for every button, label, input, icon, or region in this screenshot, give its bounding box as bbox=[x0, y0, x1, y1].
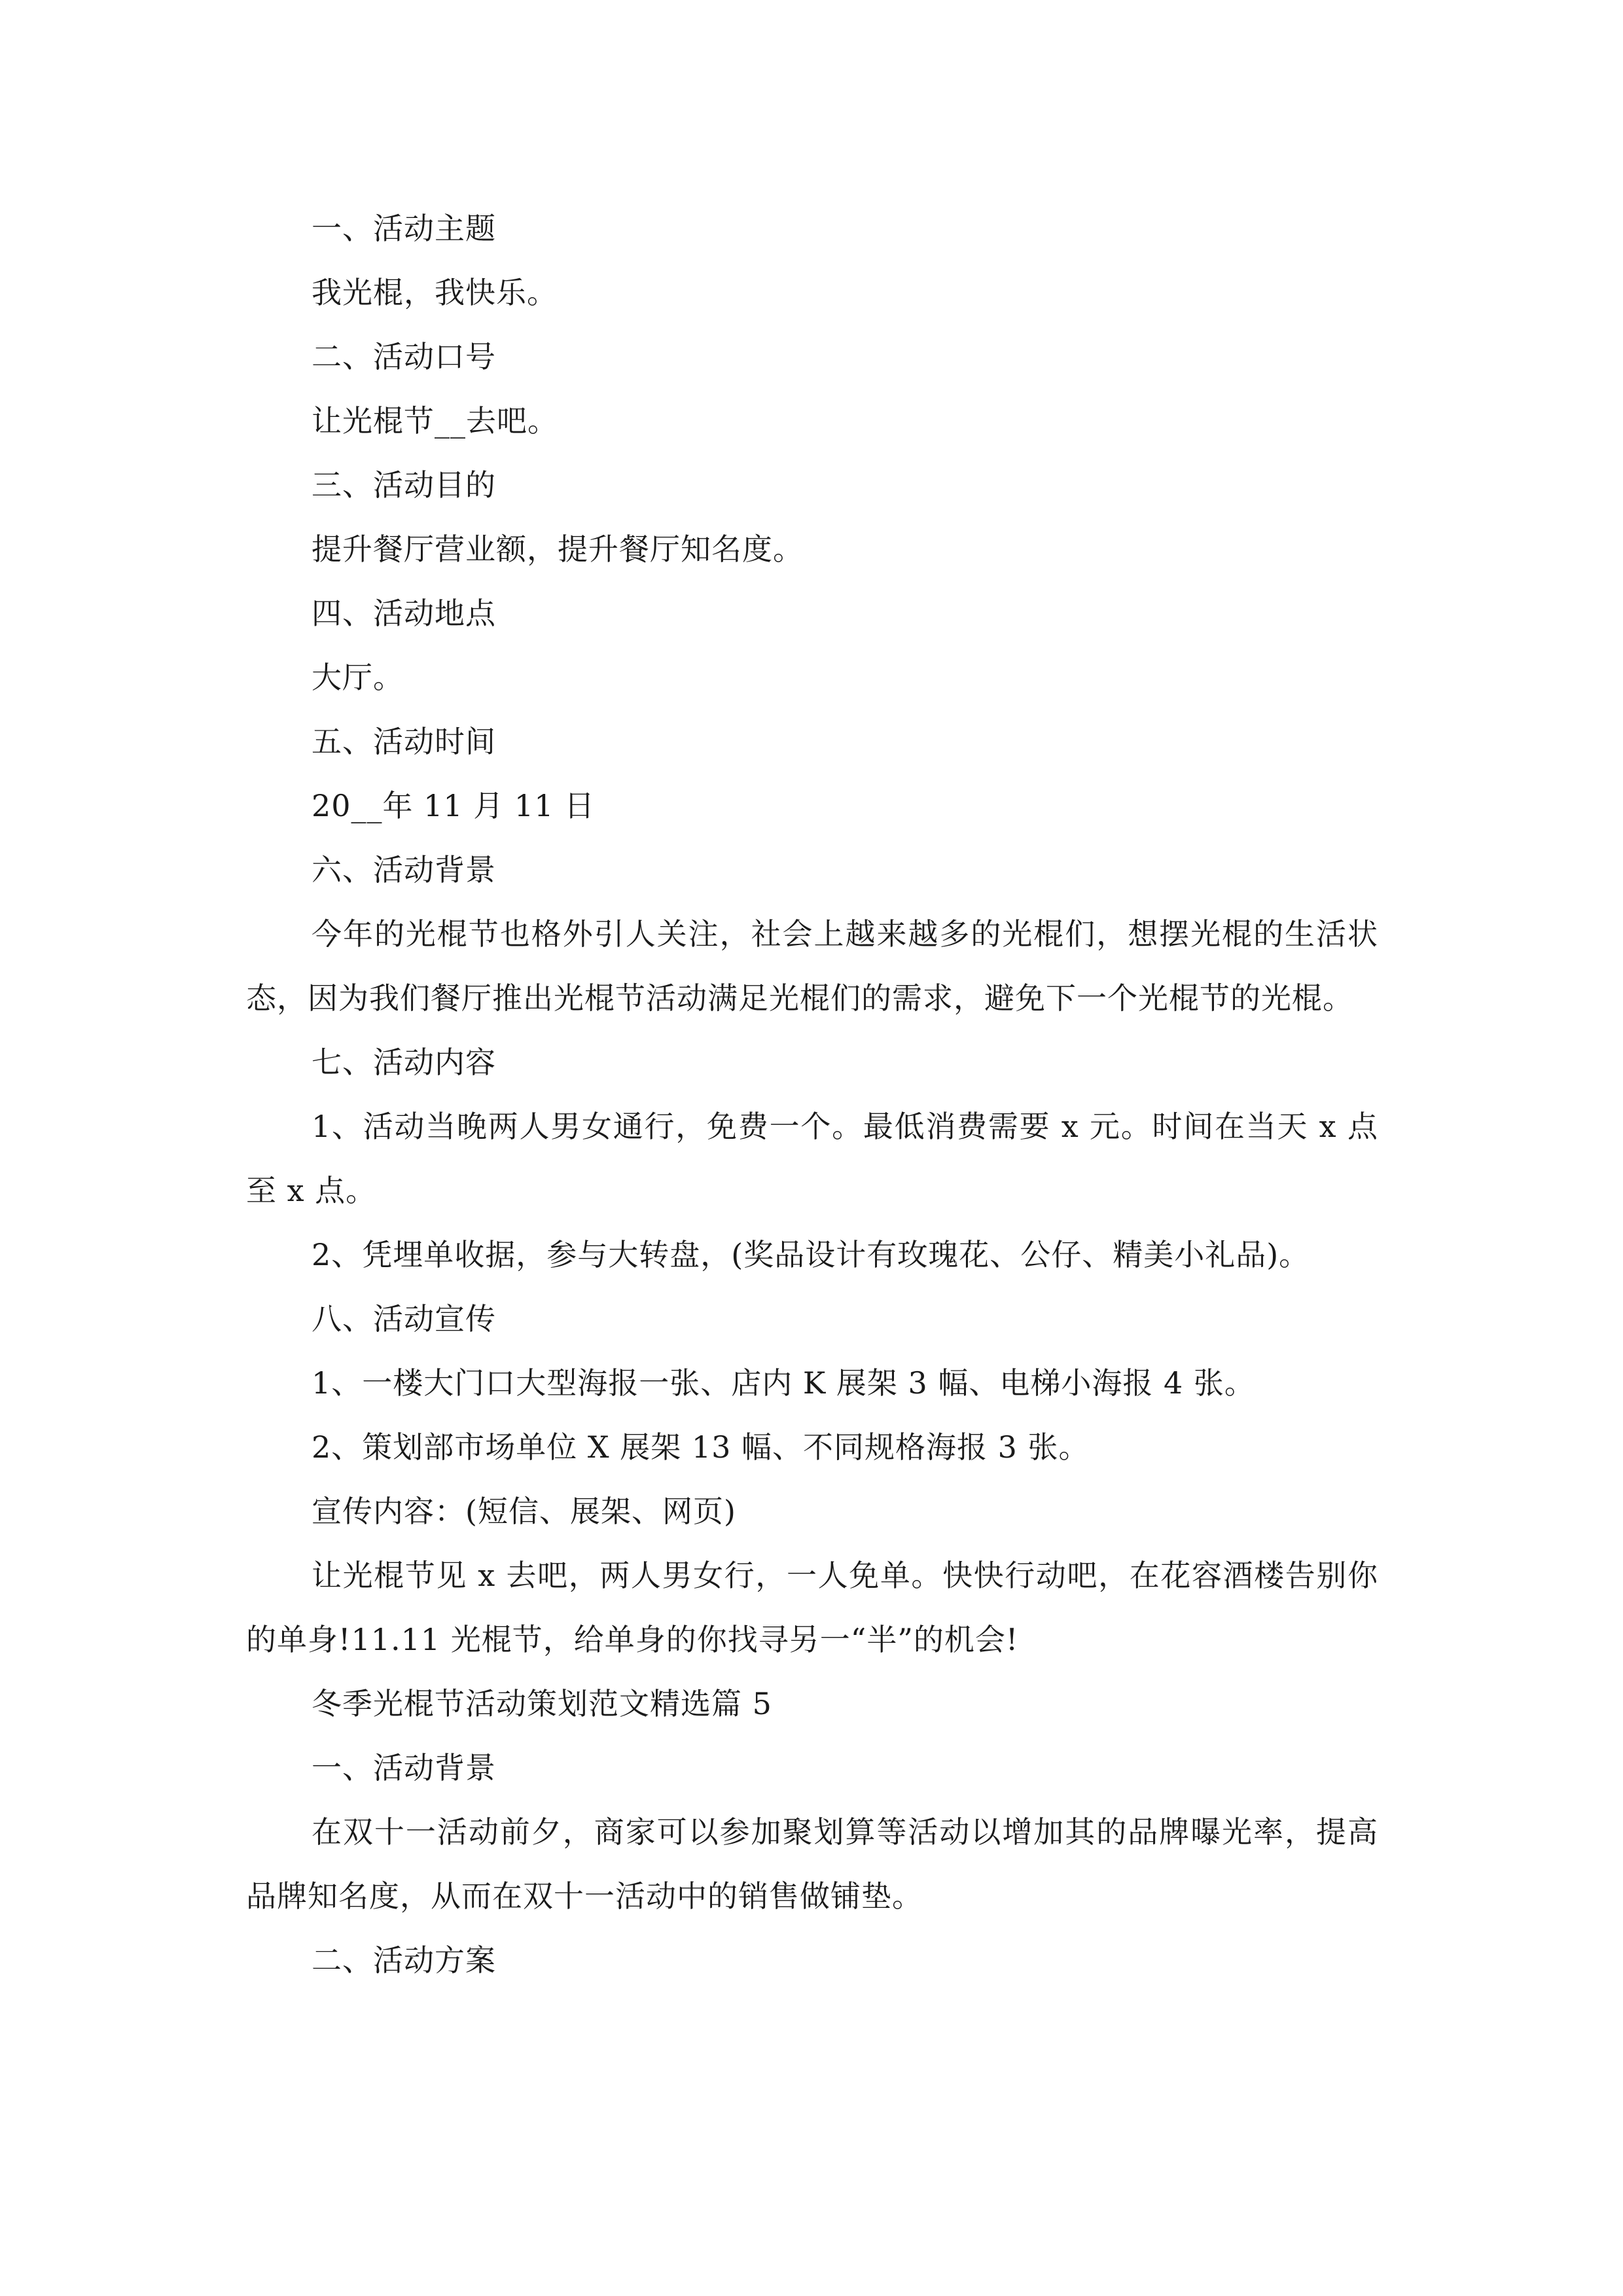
body-paragraph: 1、活动当晚两人男女通行，免费一个。最低消费需要 x 元。时间在当天 x 点至 x 点。 bbox=[246, 1109, 1378, 1208]
body-line: 2、策划部市场单位 X 展架 13 幅、不同规格海报 3 张。 bbox=[312, 1429, 1090, 1465]
section-heading-background: 一、活动背景 bbox=[312, 1750, 496, 1785]
section-heading-time: 五、活动时间 bbox=[312, 724, 496, 759]
body-line: 20__年 11 月 11 日 bbox=[312, 788, 596, 823]
body-line: 让光棍节__去吧。 bbox=[312, 403, 558, 439]
section-heading-location: 四、活动地点 bbox=[312, 596, 496, 631]
section-heading-purpose: 三、活动目的 bbox=[312, 467, 496, 503]
section-heading-theme: 一、活动主题 bbox=[312, 211, 496, 246]
body-paragraph: 让光棍节见 x 去吧，两人男女行，一人免单。快快行动吧，在花容酒楼告别你的单身!11.11 光棍节，给单身的你找寻另一“半”的机会! bbox=[246, 1558, 1378, 1657]
body-paragraph: 今年的光棍节也格外引人关注，社会上越来越多的光棍们，想摆光棍的生活状态，因为我们餐厅推出光棍节活动满足光棍们的需求，避免下一个光棍节的光棍。 bbox=[246, 916, 1378, 1016]
body-line: 2、凭埋单收据，参与大转盘，(奖品设计有玫瑰花、公仔、精美小礼品)。 bbox=[312, 1237, 1310, 1272]
article-title: 冬季光棍节活动策划范文精选篇 5 bbox=[312, 1686, 772, 1721]
body-line: 大厅。 bbox=[312, 660, 404, 695]
body-line: 宣传内容：(短信、展架、网页) bbox=[312, 1494, 736, 1529]
body-line: 提升餐厅营业额，提升餐厅知名度。 bbox=[312, 531, 804, 567]
section-heading-content: 七、活动内容 bbox=[312, 1045, 496, 1080]
body-line: 1、一楼大门口大型海报一张、店内 K 展架 3 幅、电梯小海报 4 张。 bbox=[312, 1365, 1255, 1401]
document-body bbox=[246, 196, 1378, 1992]
body-line: 我光棍，我快乐。 bbox=[312, 275, 558, 310]
section-heading-background: 六、活动背景 bbox=[312, 852, 496, 888]
section-heading-plan: 二、活动方案 bbox=[312, 1943, 496, 1978]
section-heading-slogan: 二、活动口号 bbox=[312, 339, 496, 374]
section-heading-promotion: 八、活动宣传 bbox=[312, 1301, 496, 1336]
body-paragraph: 在双十一活动前夕，商家可以参加聚划算等活动以增加其的品牌曝光率，提高品牌知名度，从而在双十一活动中的销售做铺垫。 bbox=[246, 1814, 1378, 1914]
